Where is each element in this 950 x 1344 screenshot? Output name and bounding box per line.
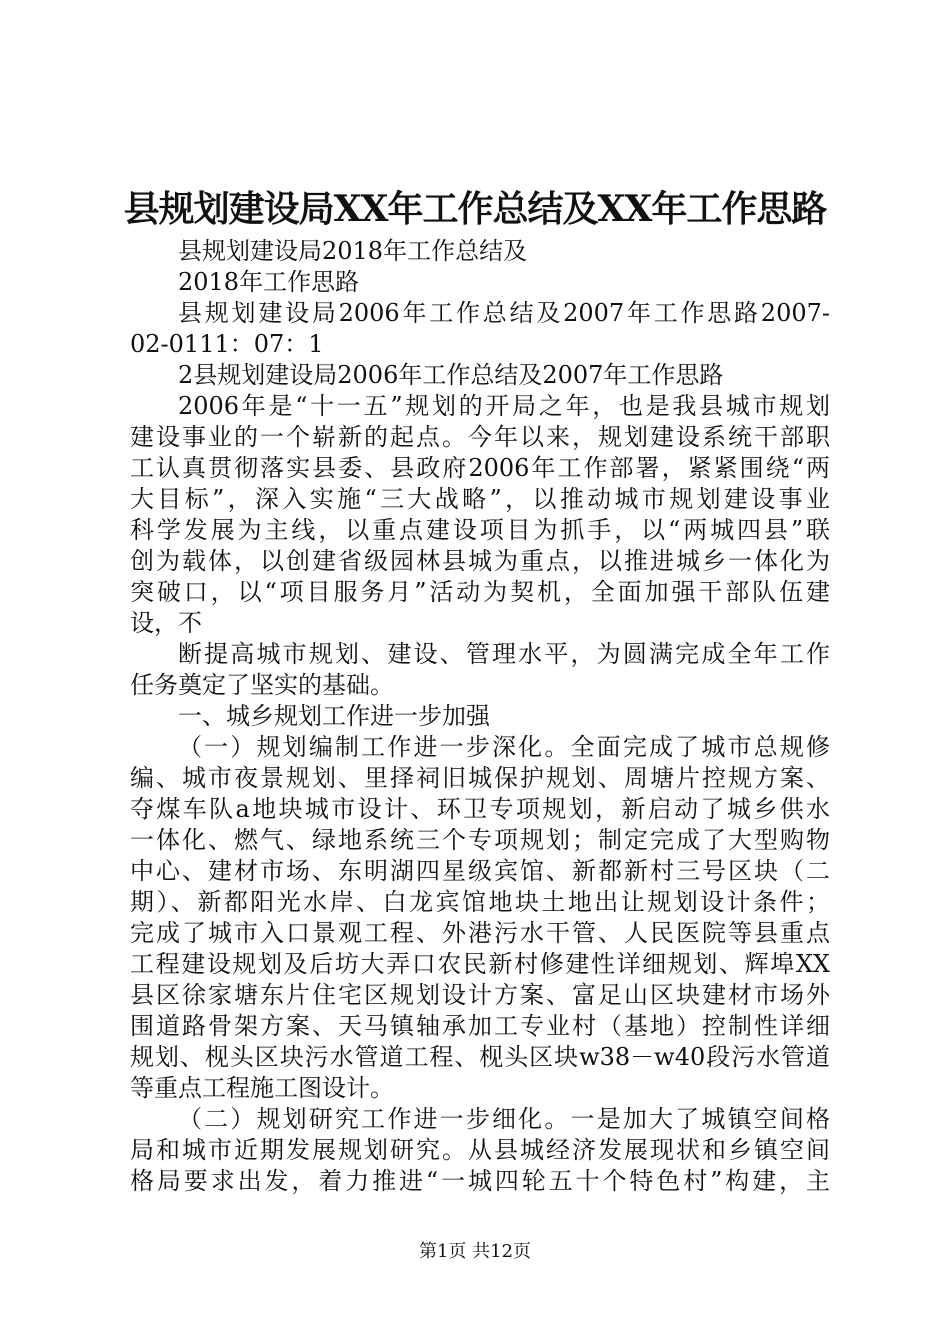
text-line: 编、城市夜景规划、里择祠旧城保护规划、周塘片控规方案、: [130, 764, 830, 792]
text-line: （一）规划编制工作进一步深化。全面完成了城市总规修: [178, 733, 830, 761]
text-line: 创为载体，以创建省级园林县城为重点，以推进城乡一体化为: [130, 547, 830, 575]
text-line: 突破口，以“项目服务月”活动为契机，全面加强干部队伍建: [130, 578, 830, 606]
text-line: 格局要求出发，着力推进“一城四轮五十个特色村”构建，主: [130, 1167, 830, 1195]
text-line: 县规划建设局2018年工作总结及: [178, 237, 528, 265]
document-body: [130, 236, 830, 1197]
text-line: 断提高城市规划、建设、管理水平，为圆满完成全年工作: [178, 640, 830, 668]
text-line: 一、城乡规划工作进一步加强: [178, 702, 490, 730]
text-line: （二）规划研究工作进一步细化。一是加大了城镇空间格: [178, 1105, 830, 1133]
text-line: 规划、枧头区块污水管道工程、枧头区块w38－w40段污水管道: [130, 1043, 830, 1071]
text-line: 等重点工程施工图设计。: [130, 1074, 394, 1102]
text-line: 期）、新都阳光水岸、白龙宾馆地块土地出让规划设计条件；: [130, 888, 830, 916]
text-line: 完成了城市入口景观工程、外港污水干管、人民医院等县重点: [130, 919, 830, 947]
text-line: 工程建设规划及后坊大弄口农民新村修建性详细规划、辉埠XX: [130, 950, 830, 978]
text-line: 02-0111：07：1: [130, 330, 324, 358]
text-line: 2018年工作思路: [178, 268, 360, 296]
text-line: 工认真贯彻落实县委、县政府2006年工作部署，紧紧围绕“两: [130, 454, 830, 482]
text-line: 任务奠定了坚实的基础。: [130, 671, 394, 699]
text-line: 中心、建材市场、东明湖四星级宾馆、新都新村三号区块（二: [130, 857, 830, 885]
text-line: 设，不: [130, 609, 202, 637]
text-line: 局和城市近期发展规划研究。从县城经济发展现状和乡镇空间: [130, 1136, 830, 1164]
page-footer: 第1页 共12页: [418, 1241, 532, 1262]
text-line: 建设事业的一个崭新的起点。今年以来，规划建设系统干部职: [130, 423, 830, 451]
text-line: 2006年是“十一五”规划的开局之年，也是我县城市规划: [178, 392, 830, 420]
text-line: 科学发展为主线，以重点建设项目为抓手，以“两城四县”联: [130, 516, 830, 544]
document-title: 县规划建设局XX年工作总结及XX年工作思路: [123, 188, 827, 230]
text-line: 围道路骨架方案、天马镇轴承加工专业村（基地）控制性详细: [130, 1012, 830, 1040]
text-line: 2县规划建设局2006年工作总结及2007年工作思路: [178, 361, 724, 389]
text-line: 夺煤车队a地块城市设计、环卫专项规划，新启动了城乡供水: [130, 795, 830, 823]
text-line: 县规划建设局2006年工作总结及2007年工作思路2007-: [178, 299, 830, 327]
text-line: 县区徐家塘东片住宅区规划设计方案、富足山区块建材市场外: [130, 981, 830, 1009]
text-line: 一体化、燃气、绿地系统三个专项规划；制定完成了大型购物: [130, 826, 830, 854]
text-line: 大目标”，深入实施“三大战略”，以推动城市规划建设事业: [130, 485, 830, 513]
